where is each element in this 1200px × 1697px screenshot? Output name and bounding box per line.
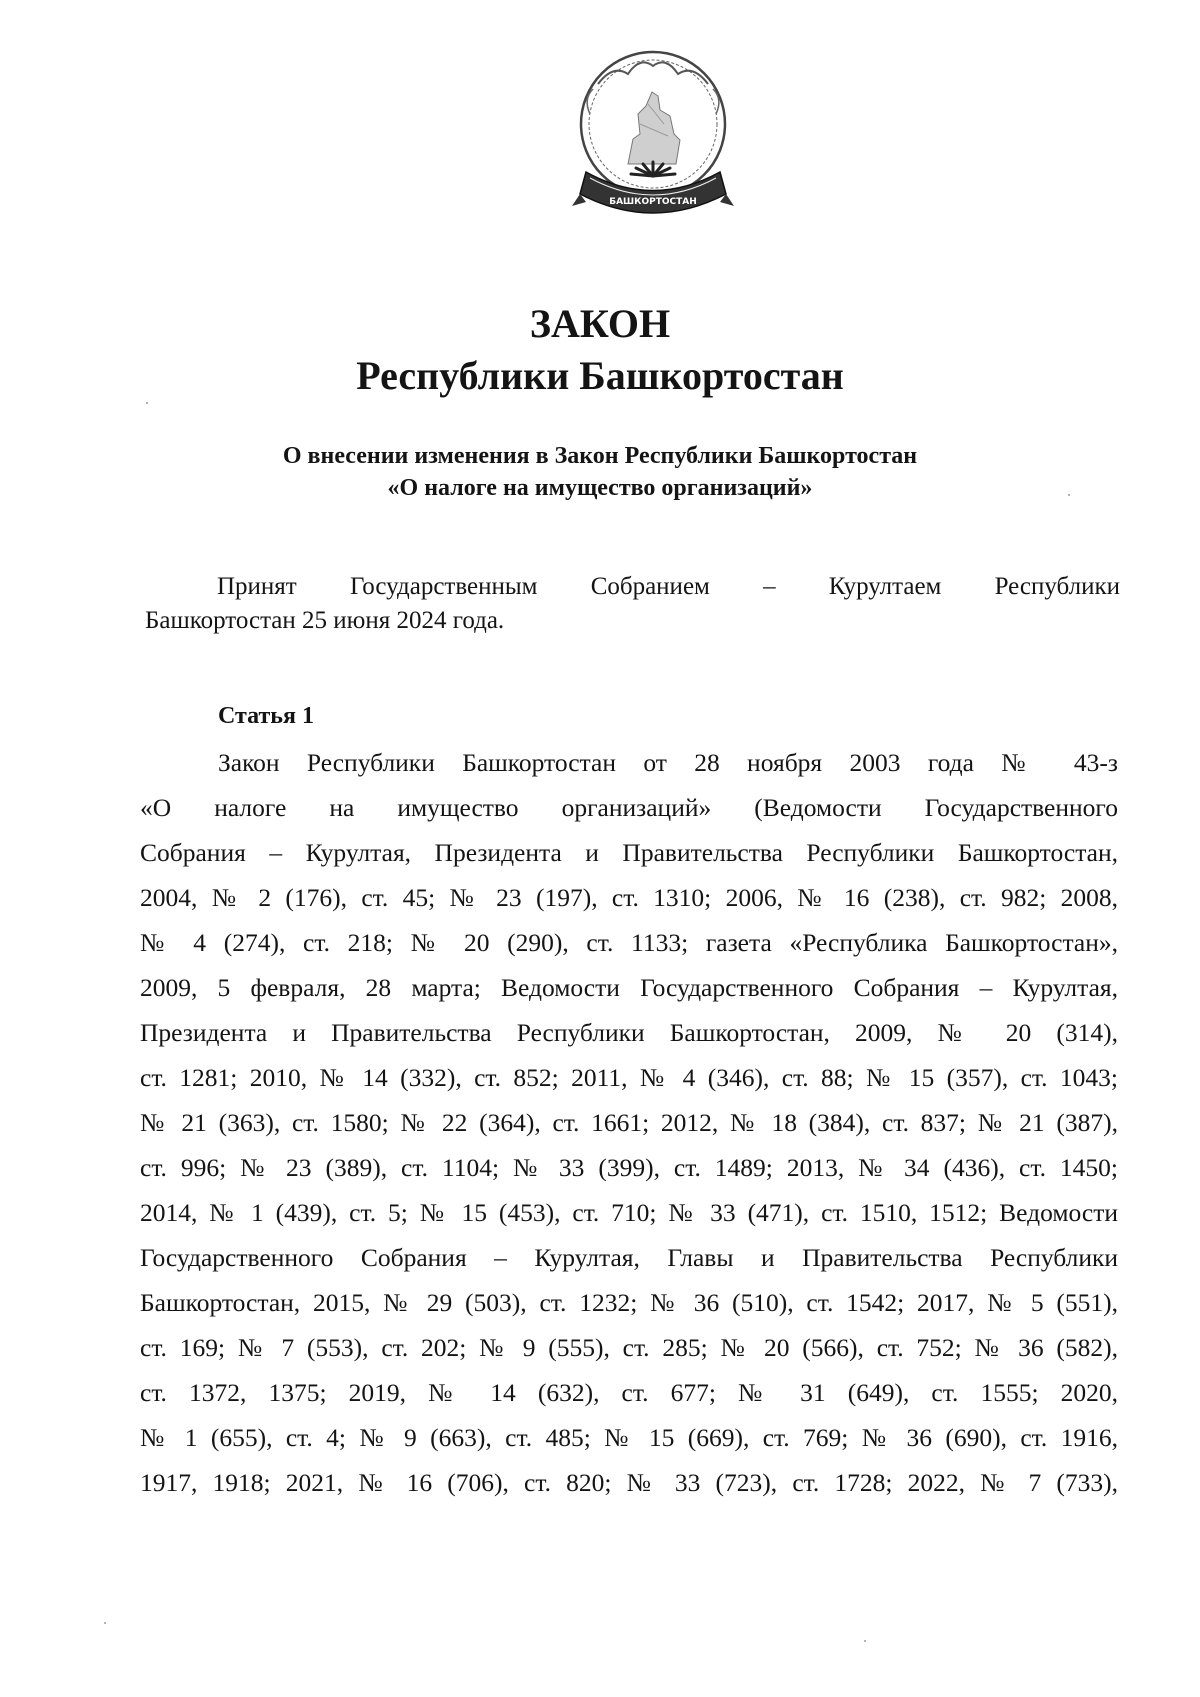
scan-speck xyxy=(104,1622,106,1624)
article-text-line: № 4 (274), ст. 218; № 20 (290), ст. 1133; газета «Республика Башкортостан», xyxy=(140,928,1118,957)
adoption-statement-line-1: Принят Государственным Собранием – Курултаем Республики xyxy=(217,573,1120,600)
article-text-line: № 21 (363), ст. 1580; № 22 (364), ст. 1661; 2012, № 18 (384), ст. 837; № 21 (387), xyxy=(140,1108,1118,1137)
article-text-line: № 1 (655), ст. 4; № 9 (663), ст. 485; № 15 (669), ст. 769; № 36 (690), ст. 1916, xyxy=(140,1423,1118,1452)
article-text-line: 2004, № 2 (176), ст. 45; № 23 (197), ст. 1310; 2006, № 16 (238), ст. 982; 2008, xyxy=(140,883,1118,912)
article-text-line: Собрания – Курултая, Президента и Правительства Республики Башкортостан, xyxy=(140,838,1118,867)
scan-speck xyxy=(146,402,148,404)
article-text-line: 2009, 5 февраля, 28 марта; Ведомости Государственного Собрания – Курултая, xyxy=(140,973,1118,1002)
adoption-statement-line-2: Башкортостан 25 июня 2024 года. xyxy=(145,607,505,634)
article-text-line: ст. 1372, 1375; 2019, № 14 (632), ст. 677; № 31 (649), ст. 1555; 2020, xyxy=(140,1378,1118,1407)
article-text-line: «О налоге на имущество организаций» (Ведомости Государственного xyxy=(140,793,1118,822)
article-text-line: 1917, 1918; 2021, № 16 (706), ст. 820; № 33 (723), ст. 1728; 2022, № 7 (733), xyxy=(140,1468,1118,1497)
bashkortostan-coat-of-arms-icon xyxy=(568,44,738,244)
article-text-line: Закон Республики Башкортостан от 28 ноября 2003 года № 43-з xyxy=(218,748,1118,777)
article-text-line: ст. 169; № 7 (553), ст. 202; № 9 (555), ст. 285; № 20 (566), ст. 752; № 36 (582), xyxy=(140,1333,1118,1362)
document-title-republic: Республики Башкортостан xyxy=(356,353,844,398)
scan-speck xyxy=(864,1640,866,1642)
emblem-ribbon-label: БАШКОРТОСТАН xyxy=(609,197,697,207)
article-text-line: ст. 1281; 2010, № 14 (332), ст. 852; 2011, № 4 (346), ст. 88; № 15 (357), ст. 1043; xyxy=(140,1063,1118,1092)
scan-speck xyxy=(1068,494,1070,496)
article-text-line: 2014, № 1 (439), ст. 5; № 15 (453), ст. 710; № 33 (471), ст. 1510, 1512; Ведомости xyxy=(140,1198,1118,1227)
article-text-line: ст. 996; № 23 (389), ст. 1104; № 33 (399), ст. 1489; 2013, № 34 (436), ст. 1450; xyxy=(140,1153,1118,1182)
document-title: ЗАКОН xyxy=(529,301,671,346)
article-heading: Статья 1 xyxy=(218,703,314,729)
law-subject-line-1: О внесении изменения в Закон Республики Башкортостан xyxy=(282,443,918,469)
law-subject-line-2: «О налоге на имущество организаций» xyxy=(387,475,813,501)
article-text-line: Государственного Собрания – Курултая, Главы и Правительства Республики xyxy=(140,1243,1118,1272)
article-text-line: Башкортостан, 2015, № 29 (503), ст. 1232; № 36 (510), ст. 1542; 2017, № 5 (551), xyxy=(140,1288,1118,1317)
article-text-line: Президента и Правительства Республики Башкортостан, 2009, № 20 (314), xyxy=(140,1018,1118,1047)
